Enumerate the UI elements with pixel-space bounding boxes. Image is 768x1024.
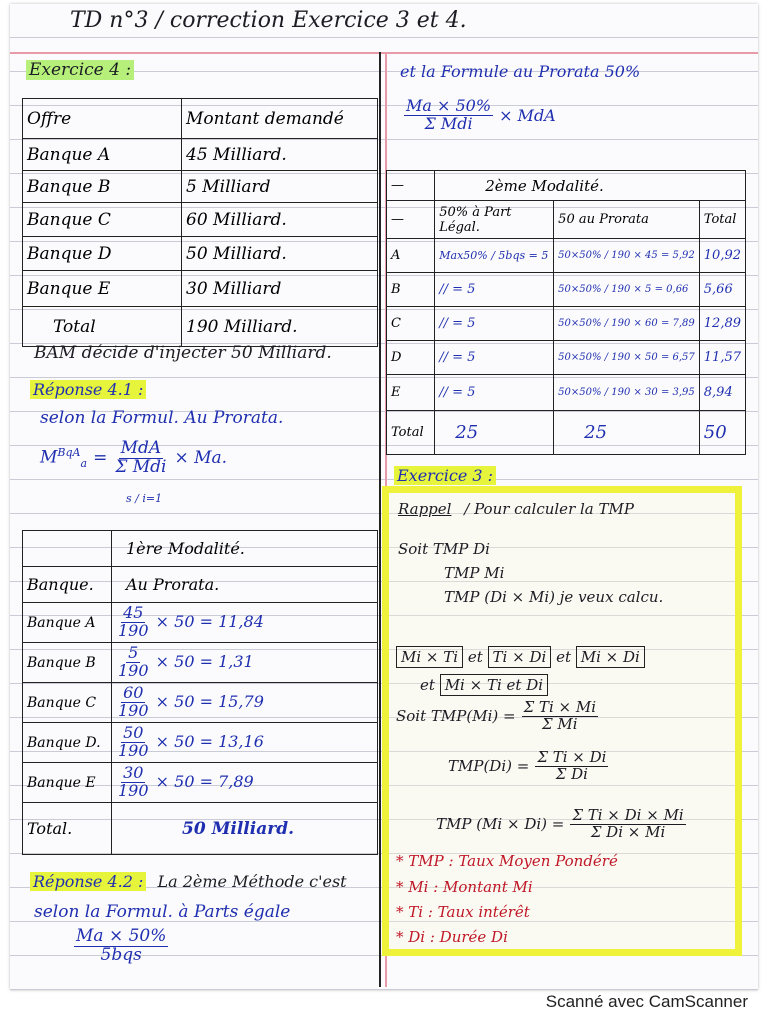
- offer-cell: Banque C: [23, 203, 182, 237]
- prorata-cell: 50×50% / 190 × 60 = 7,89: [554, 307, 700, 341]
- bank-letter: B: [387, 273, 435, 307]
- total-cell: 10,92: [699, 239, 745, 273]
- legend-ti: * Ti : Taux intérêt: [396, 903, 530, 921]
- modalite2-table: — 2ème Modalité. — 50% à Part Légal. 50 au Prorata Total A Max50% / 5bqs = 5 50×50% / 190 × 45 = 5,92 10,92 B // = 5 50×50% / 190 × 5 = 0,66 5,66 C // = 5 50×50% / 190 × 60 = 7,89 12,89 D // = 5 50×50% / 190 × 50 = 6,57 11,57 E // = 5 50×50% / 190 × 30 = 3,95 8,94 Total 25 25 50: [386, 170, 746, 455]
- offer-cell: Banque E: [23, 271, 182, 307]
- soit-line-1: Soit TMP Di: [398, 540, 490, 558]
- legend-di: * Di : Durée Di: [396, 928, 508, 946]
- col-part-legal: 50% à Part Légal.: [435, 201, 554, 239]
- boxed-last: et Mi × Ti et Di: [420, 676, 548, 694]
- table2-total-label: Total: [387, 411, 435, 455]
- soit-line-2: TMP Mi: [444, 564, 505, 582]
- bank-label: Banque D.: [23, 723, 112, 763]
- prorata50-formula: $\frac{Ma \times 50\%}{\text{Σ Mdi}}$ × MdA: [406, 96, 556, 133]
- offer-total-value: 190 Milliard.: [182, 307, 378, 347]
- center-divider: [379, 52, 381, 987]
- exercise3-label: Exercice 3 :: [394, 466, 496, 485]
- amount-cell: 30 Milliard: [182, 271, 378, 307]
- table2-total-c1: 25: [435, 411, 554, 455]
- page-title: TD n°3 / correction Exercice 3 et 4.: [70, 8, 467, 33]
- prorata-cell: 50×50% / 190 × 5 = 0,66: [554, 273, 700, 307]
- total-cell: 12,89: [699, 307, 745, 341]
- scanner-watermark: Scanné avec CamScanner: [545, 992, 748, 1011]
- bank-letter: E: [387, 375, 435, 411]
- total-cell: 11,57: [699, 341, 745, 375]
- modalite1-table: [22, 530, 378, 855]
- exercise4-label: Exercice 4 :: [26, 60, 134, 80]
- offer-cell: Banque B: [23, 171, 182, 203]
- legend-mi: * Mi : Montant Mi: [396, 878, 533, 896]
- total-cell: 5,66: [699, 273, 745, 307]
- bank-label: Banque E: [23, 763, 112, 803]
- parts-egales-formula: $\frac{Ma \times 50\%}{\text{5bqs}}$: [76, 926, 167, 965]
- modalite1-sub-right: Au Prorata.: [112, 567, 378, 603]
- offer-total-label: Total: [23, 307, 182, 347]
- bank-letter: D: [387, 341, 435, 375]
- offer-cell: Banque A: [23, 139, 182, 171]
- rappel-line: Rappel / Pour calculer la TMP: [398, 500, 634, 518]
- amount-header: Montant demandé: [182, 99, 378, 139]
- modalite2-header: 2ème Modalité.: [435, 171, 746, 201]
- prorata-calc: $\frac{50}{190}$ × 50 = 13,16: [112, 723, 378, 763]
- offer-table: [22, 98, 378, 347]
- formula-intro: et la Formule au Prorata 50%: [400, 62, 641, 81]
- amount-cell: 5 Milliard: [182, 171, 378, 203]
- modalite1-total-value: 50 Milliard.: [112, 803, 378, 855]
- prorata-cell: 50×50% / 190 × 50 = 6,57: [554, 341, 700, 375]
- prorata-calc: $\frac{30}{190}$ × 50 = 7,89: [112, 763, 378, 803]
- margin-line: [10, 52, 758, 54]
- bank-label: Banque A: [23, 603, 112, 643]
- table2-total-total: 50: [699, 411, 745, 455]
- amount-cell: 50 Milliard.: [182, 237, 378, 271]
- part-legal-cell: // = 5: [435, 307, 554, 341]
- bank-letter: A: [387, 239, 435, 273]
- offer-cell: Banque D: [23, 237, 182, 271]
- bank-letter: C: [387, 307, 435, 341]
- prorata-formula: $M^{BqA}_a$ = $\frac{\text{MdA}}{\text{Σ Mdi}}$ × Ma.: [40, 438, 228, 477]
- modalite1-header: 1ère Modalité.: [112, 531, 378, 567]
- amount-cell: 45 Milliard.: [182, 139, 378, 171]
- selon-parts-egales: selon la Formul. à Parts égale: [34, 902, 291, 922]
- prorata-cell: 50×50% / 190 × 30 = 3,95: [554, 375, 700, 411]
- boxed-products: Mi × Ti et Ti × Di et Mi × Di: [396, 648, 645, 666]
- prorata-formula-limits: s / i=1: [126, 492, 163, 505]
- amount-cell: 60 Milliard.: [182, 203, 378, 237]
- part-legal-cell: // = 5: [435, 375, 554, 411]
- modalite1-sub-left: Banque.: [23, 567, 112, 603]
- col-prorata: 50 au Prorata: [554, 201, 700, 239]
- bank-label: Banque B: [23, 643, 112, 683]
- legend-tmp: * TMP : Taux Moyen Pondéré: [396, 852, 618, 870]
- tmp-mi-formula: Soit TMP(Mi) = $\frac{\text{Σ Ti × Mi}}{\text{Σ Mi}}$: [396, 698, 596, 733]
- bank-label: Banque C: [23, 683, 112, 723]
- prorata-cell: 50×50% / 190 × 45 = 5,92: [554, 239, 700, 273]
- part-legal-cell: Max50% / 5bqs = 5: [435, 239, 554, 273]
- reponse-4-1: Réponse 4.1 :: [30, 380, 146, 399]
- prorata-calc: $\frac{60}{190}$ × 50 = 15,79: [112, 683, 378, 723]
- offer-header: Offre: [23, 99, 182, 139]
- prorata-calc: $\frac{45}{190}$ × 50 = 11,84: [112, 603, 378, 643]
- modalite1-total-label: Total.: [23, 803, 112, 855]
- tmp-midi-formula: TMP (Mi × Di) = $\frac{\text{Σ Ti × Di × Mi}}{\text{Σ Di × Mi}}$: [436, 806, 684, 841]
- total-cell: 8,94: [699, 375, 745, 411]
- part-legal-cell: // = 5: [435, 341, 554, 375]
- part-legal-cell: // = 5: [435, 273, 554, 307]
- bam-line: BAM décide d'injecter 50 Milliard.: [34, 343, 332, 363]
- reponse-4-2: Réponse 4.2 : La 2ème Méthode c'est: [30, 872, 347, 891]
- tmp-di-formula: TMP(Di) = $\frac{\text{Σ Ti × Di}}{\text{Σ Di}}$: [448, 748, 607, 783]
- soit-line-3: TMP (Di × Mi) je veux calcu.: [444, 588, 664, 606]
- col-total: Total: [699, 201, 745, 239]
- prorata-calc: $\frac{5}{190}$ × 50 = 1,31: [112, 643, 378, 683]
- table2-total-c2: 25: [554, 411, 700, 455]
- selon-prorata: selon la Formul. Au Prorata.: [40, 408, 284, 428]
